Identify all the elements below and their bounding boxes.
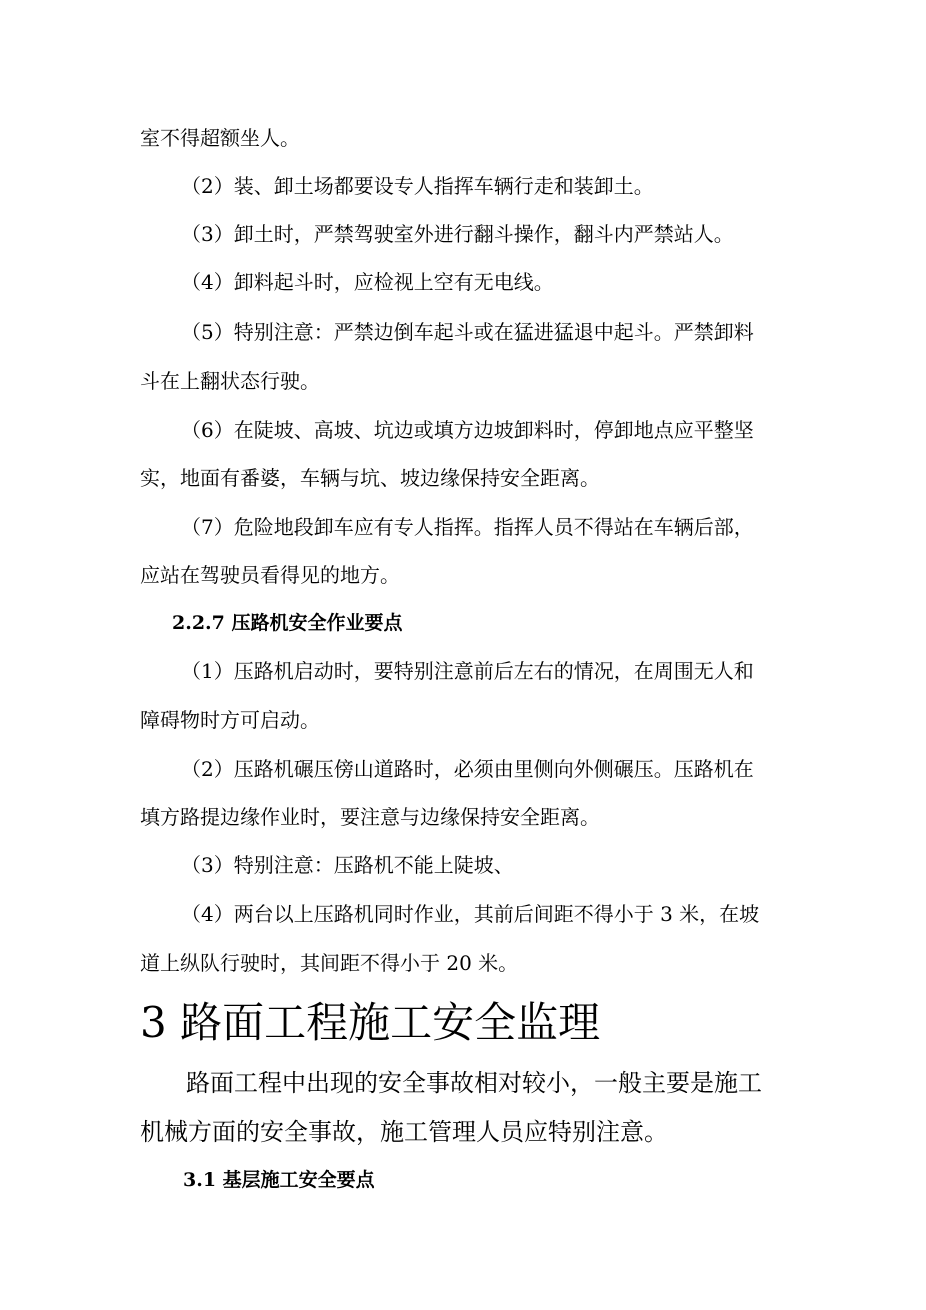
paragraph-line: 实，地面有番婆，车辆与坑、坡边缘保持安全距离。: [140, 466, 600, 490]
paragraph-line: 障碍物时方可启动。: [140, 708, 320, 732]
paragraph-line: （2）装、卸土场都要设专人指挥车辆行走和装卸土。: [181, 174, 654, 198]
paragraph-line: （1）压路机启动时，要特别注意前后左右的情况，在周围无人和: [181, 659, 754, 683]
paragraph-line: （2）压路机碾压傍山道路时，必须由里侧向外侧碾压。压路机在: [181, 757, 754, 781]
paragraph-line: （3）卸土时，严禁驾驶室外进行翻斗操作，翻斗内严禁站人。: [181, 222, 734, 246]
paragraph-line: （7）危险地段卸车应有专人指挥。指挥人员不得站在车辆后部，: [181, 515, 754, 539]
intro-line: 机械方面的安全事故，施工管理人员应特别注意。: [140, 1118, 668, 1146]
paragraph-line: 应站在驾驶员看得见的地方。: [140, 563, 400, 587]
paragraph-line: （4）卸料起斗时，应检视上空有无电线。: [181, 270, 554, 294]
chapter-heading: 3 路面工程施工安全监理: [140, 998, 601, 1047]
intro-line: 路面工程中出现的安全事故相对较小，一般主要是施工: [186, 1069, 762, 1097]
paragraph-line: （6）在陡坡、高坡、坑边或填方边坡卸料时，停卸地点应平整坚: [181, 418, 754, 442]
paragraph-line: 斗在上翻状态行驶。: [140, 369, 320, 393]
paragraph-line: 填方路提边缘作业时，要注意与边缘保持安全距离。: [140, 805, 600, 829]
section-heading-3-1: 3.1 基层施工安全要点: [183, 1169, 375, 1191]
paragraph-line: 道上纵队行驶时，其间距不得小于 20 米。: [140, 951, 519, 975]
paragraph-line: （4）两台以上压路机同时作业，其前后间距不得小于 3 米，在坡: [181, 902, 760, 926]
paragraph-line: （3）特别注意：压路机不能上陡坡、: [181, 853, 514, 877]
paragraph-line: 室不得超额坐人。: [140, 126, 300, 150]
section-heading-2-2-7: 2.2.7 压路机安全作业要点: [172, 612, 403, 634]
paragraph-line: （5）特别注意：严禁边倒车起斗或在猛进猛退中起斗。严禁卸料: [181, 320, 754, 344]
